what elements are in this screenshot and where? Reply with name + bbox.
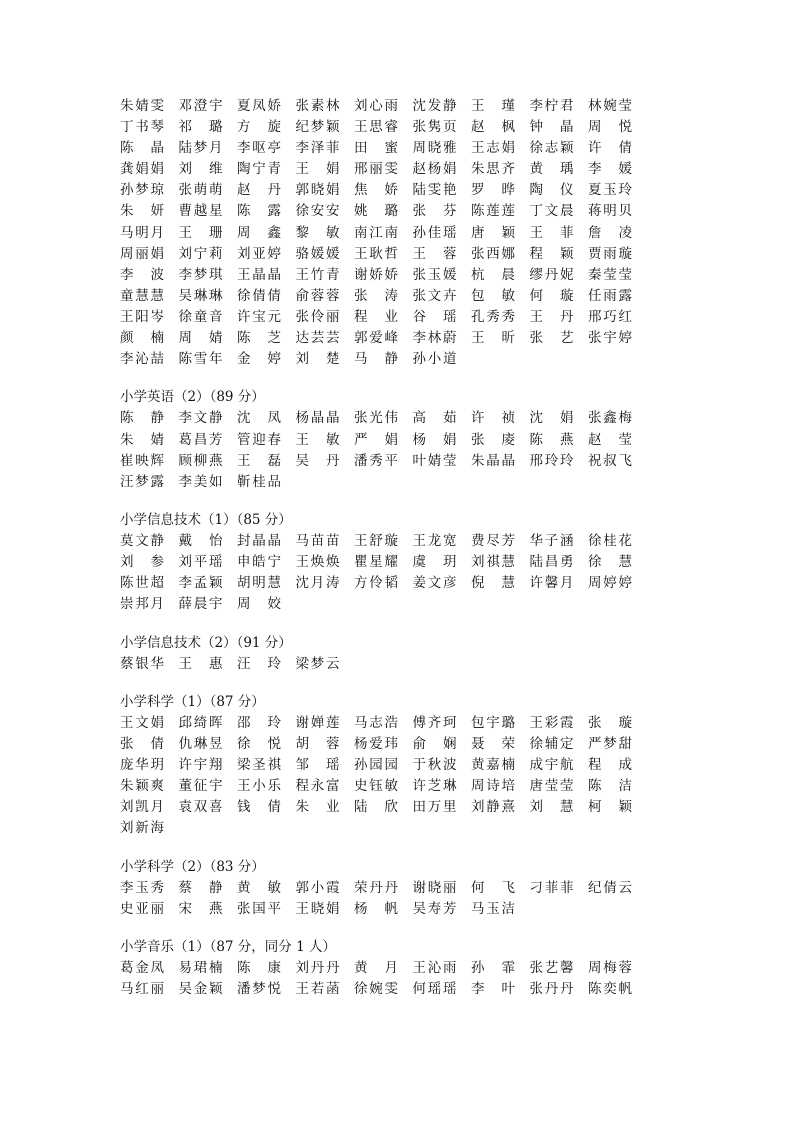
person-name: 王娟: [295, 161, 340, 178]
person-name: 陈雪年: [178, 351, 223, 368]
person-name: 张鑫梅: [588, 410, 632, 427]
person-name: 胡蓉: [295, 735, 340, 752]
person-name: 徐安安: [295, 203, 340, 220]
person-name: 李玉秀: [120, 879, 164, 896]
person-name: 马玉洁: [471, 900, 515, 917]
person-name: 姚璐: [354, 203, 398, 220]
person-name: 陈晶: [120, 140, 164, 157]
person-name: 王敏: [295, 431, 340, 448]
person-name: 史钰敏: [354, 778, 398, 795]
person-name: 荣丹丹: [354, 879, 398, 896]
person-name: 王焕焕: [295, 554, 340, 571]
section-title: 小学英语（2）（89 分）: [120, 389, 265, 406]
person-name: 张芬: [412, 203, 457, 220]
person-name: 周晓雅: [412, 140, 457, 157]
person-name: 王志娟: [471, 140, 515, 157]
person-name: 刘丹丹: [295, 959, 340, 976]
person-name: 李美如: [178, 473, 223, 490]
person-name: 王思睿: [354, 119, 398, 136]
person-name: 张玉媛: [412, 266, 457, 283]
person-name: 沈月涛: [295, 575, 340, 592]
person-name: 程永富: [295, 778, 340, 795]
person-name: 钱倩: [237, 799, 281, 816]
person-name: 邢巧红: [588, 308, 632, 325]
person-name: 高茹: [412, 410, 457, 427]
person-name: 倪慧: [471, 575, 515, 592]
person-name: 董征宇: [178, 778, 223, 795]
person-name: 黄嘉楠: [471, 757, 515, 773]
person-name: 李叶: [471, 981, 515, 998]
person-name: 虞玥: [412, 554, 457, 571]
person-name: 朱业: [295, 799, 340, 816]
person-name: 葛金凤: [120, 959, 164, 976]
person-name: 王菲: [529, 224, 574, 241]
person-name: 张素林: [295, 98, 340, 114]
person-name: 李波: [120, 266, 164, 283]
person-name: 郭晓娟: [295, 182, 340, 199]
person-name: 张伶丽: [295, 308, 340, 325]
roster-section: [120, 510, 760, 615]
person-name: 杨晶晶: [295, 410, 340, 427]
person-name: 胡明慧: [237, 575, 281, 592]
person-name: 马红丽: [120, 981, 164, 998]
person-name: 达芸芸: [295, 330, 340, 347]
person-name: 王文娟: [120, 714, 164, 731]
person-name: 张文卉: [412, 287, 457, 304]
person-name: 夏凤娇: [237, 98, 281, 114]
person-name: 叶婧莹: [412, 452, 457, 469]
person-name: 张国平: [237, 900, 281, 917]
person-name: 李文静: [178, 410, 223, 427]
person-name: 许倩: [588, 140, 632, 157]
person-name: 祝叔飞: [588, 452, 632, 469]
person-name: 赵杨娟: [412, 161, 457, 178]
person-name: 徐辅定: [529, 735, 574, 752]
person-name: 孙小道: [412, 351, 457, 368]
person-name: 王舒璇: [354, 532, 398, 549]
person-name: 徐悦: [237, 735, 281, 752]
person-name: 潘梦悦: [237, 981, 281, 998]
person-name: 邱绮晖: [178, 714, 223, 731]
person-name: 田万里: [412, 799, 457, 816]
person-name: 陆昌勇: [529, 554, 574, 571]
person-name: 李泽菲: [295, 140, 340, 157]
person-name: 王丹: [529, 308, 574, 325]
person-name: 颜楠: [120, 330, 164, 347]
person-name: 王晶晶: [237, 266, 281, 283]
person-name: 徐志颖: [529, 140, 574, 157]
person-name: 方旋: [237, 119, 281, 136]
person-name: 邵玲: [237, 714, 281, 731]
roster-section: [120, 96, 760, 370]
person-name: 徐童音: [178, 308, 223, 325]
person-name: 谢晓丽: [412, 879, 457, 896]
person-name: 易珺楠: [178, 959, 223, 976]
person-name: 李沁喆: [120, 351, 164, 368]
person-name: 程业: [354, 308, 398, 325]
person-name: 王阳岑: [120, 308, 164, 325]
person-name: 陈洁: [588, 778, 632, 795]
person-name: 唐莹莹: [529, 778, 574, 795]
person-name: 方伶韬: [354, 575, 398, 592]
person-name: 王耿哲: [354, 245, 398, 262]
person-name: 俞娴: [412, 735, 457, 752]
person-name: 李孟颖: [178, 575, 223, 592]
person-name: 陶宁青: [237, 161, 281, 178]
roster-section: [120, 692, 760, 840]
person-name: 吴琳琳: [178, 287, 223, 304]
person-name: 程成: [588, 757, 632, 773]
person-name: 俞蓉蓉: [295, 287, 340, 304]
person-name: 瞿星耀: [354, 554, 398, 571]
person-name: 王龙宽: [412, 532, 457, 549]
person-name: 唐颖: [471, 224, 515, 241]
person-name: 王珊: [178, 224, 223, 241]
person-name: 马苗苗: [295, 532, 340, 549]
person-name: 李梦琪: [178, 266, 223, 283]
person-name: 张光伟: [354, 410, 398, 427]
person-name: 杨爱玮: [354, 735, 398, 752]
person-name: 邢玲玲: [529, 452, 574, 469]
person-name: 傅齐珂: [412, 714, 457, 731]
person-name: 郭爱峰: [354, 330, 398, 347]
person-name: 朱思齐: [471, 161, 515, 178]
person-name: 张艺馨: [529, 959, 574, 976]
person-name: 杨帆: [354, 900, 398, 917]
person-name: 费尽芳: [471, 532, 515, 549]
section-title: 小学信息技术（2）（91 分）: [120, 634, 292, 651]
person-name: 徐倩倩: [237, 287, 281, 304]
person-name: 朱婧: [120, 431, 164, 448]
person-name: 曹越星: [178, 203, 223, 220]
person-name: 许馨月: [529, 575, 574, 592]
person-name: 黄瑀: [529, 161, 574, 178]
person-name: 封晶晶: [237, 532, 281, 549]
person-name: 周姣: [237, 596, 281, 613]
name-grid: [120, 713, 760, 840]
person-name: 周婷婷: [588, 575, 632, 592]
person-name: 陈静: [120, 410, 164, 427]
person-name: 周婧: [178, 330, 223, 347]
person-name: 许宇翔: [178, 757, 223, 773]
person-name: 庞华玥: [120, 757, 164, 773]
person-name: 杭晨: [471, 266, 515, 283]
person-name: 张宇婷: [588, 330, 632, 347]
name-grid: [120, 96, 760, 370]
person-name: 谢娇娇: [354, 266, 398, 283]
person-name: 王若菡: [295, 981, 340, 998]
person-name: 戴怡: [178, 532, 223, 549]
person-name: 王惠: [178, 655, 223, 672]
person-name: 祁璐: [178, 119, 223, 136]
person-name: 陆欣: [354, 799, 398, 816]
person-name: 谷瑶: [412, 308, 457, 325]
person-name: 刘参: [120, 554, 164, 571]
person-name: 赵丹: [237, 182, 281, 199]
person-name: 陈奕帆: [588, 981, 632, 998]
person-name: 刘慧: [529, 799, 574, 816]
person-name: 程颖: [529, 245, 574, 262]
person-name: 靳桂品: [237, 473, 281, 490]
person-name: 骆媛媛: [295, 245, 340, 262]
person-name: 陆梦月: [178, 140, 223, 157]
person-name: 童慧慧: [120, 287, 164, 304]
person-name: 孙园园: [354, 757, 398, 773]
person-name: 王磊: [237, 452, 281, 469]
person-name: 华子涵: [529, 532, 574, 549]
person-name: 陈世超: [120, 575, 164, 592]
person-name: 汪玲: [237, 655, 281, 672]
person-name: 严娟: [354, 431, 398, 448]
person-name: 周丽娟: [120, 245, 164, 262]
person-name: 陈莲莲: [471, 203, 515, 220]
person-name: 包宇璐: [471, 714, 515, 731]
person-name: 刘心雨: [354, 98, 398, 114]
person-name: 刘平瑶: [178, 554, 223, 571]
roster-section: [120, 857, 760, 920]
person-name: 张西娜: [471, 245, 515, 262]
person-name: 刘祺慧: [471, 554, 515, 571]
person-name: 张涛: [354, 287, 398, 304]
person-name: 刘维: [178, 161, 223, 178]
person-name: 许祯: [471, 410, 515, 427]
section-title: 小学音乐（1）（87 分，同分 1 人）: [120, 938, 336, 955]
person-name: 黄敏: [237, 879, 281, 896]
person-name: 南江南: [354, 224, 398, 241]
person-name: 刘宁莉: [178, 245, 223, 262]
person-name: 张萌萌: [178, 182, 223, 199]
person-name: 许芝琳: [412, 778, 457, 795]
person-name: 郭小霞: [295, 879, 340, 896]
person-name: 汪梦露: [120, 473, 164, 490]
person-name: 孙霏: [471, 959, 515, 976]
person-name: 王昕: [471, 330, 515, 347]
person-name: 张璇: [588, 714, 632, 731]
person-name: 刁菲菲: [529, 879, 574, 896]
person-name: 宋燕: [178, 900, 223, 917]
person-name: 蒋明贝: [588, 203, 632, 220]
person-name: 李林蔚: [412, 330, 457, 347]
person-name: 莫文静: [120, 532, 164, 549]
person-name: 陶仪: [529, 182, 574, 199]
person-name: 朱妍: [120, 203, 164, 220]
person-name: 马志浩: [354, 714, 398, 731]
person-name: 袁双喜: [178, 799, 223, 816]
person-name: 张庱: [471, 431, 515, 448]
person-name: 何瑶瑶: [412, 981, 457, 998]
roster-section: [120, 937, 760, 1000]
section-title: 小学科学（1）（87 分）: [120, 693, 265, 710]
person-name: 刘静熹: [471, 799, 515, 816]
person-name: 王竹青: [295, 266, 340, 283]
person-name: 周诗培: [471, 778, 515, 795]
person-name: 焦娇: [354, 182, 398, 199]
person-name: 姜文彦: [412, 575, 457, 592]
person-name: 王彩霞: [529, 714, 574, 731]
person-name: 陈芝: [237, 330, 281, 347]
person-name: 成宇航: [529, 757, 574, 773]
person-name: 罗晔: [471, 182, 515, 199]
person-name: 王蓉: [412, 245, 457, 262]
person-name: 李媛: [588, 161, 632, 178]
person-name: 邹瑶: [295, 757, 340, 773]
person-name: 陆雯艳: [412, 182, 457, 199]
person-name: 马明月: [120, 224, 164, 241]
section-title: 小学信息技术（1）（85 分）: [120, 511, 292, 528]
person-name: 黎敏: [295, 224, 340, 241]
person-name: 葛昌芳: [178, 431, 223, 448]
person-name: 张艺: [529, 330, 574, 347]
person-name: 纪倩云: [588, 879, 632, 896]
person-name: 王小乐: [237, 778, 281, 795]
roster-section: [120, 387, 760, 492]
person-name: 申皓宁: [237, 554, 281, 571]
person-name: 崇邦月: [120, 596, 164, 613]
person-name: 朱颖爽: [120, 778, 164, 795]
person-name: 徐婉雯: [354, 981, 398, 998]
person-name: 马静: [354, 351, 398, 368]
person-name: 何飞: [471, 879, 515, 896]
person-name: 刘新海: [120, 820, 164, 837]
person-name: 张隽页: [412, 119, 457, 136]
person-name: 赵枫: [471, 119, 515, 136]
person-name: 包敏: [471, 287, 515, 304]
person-name: 周梅蓉: [588, 959, 632, 976]
person-name: 周鑫: [237, 224, 281, 241]
document-page: [120, 96, 760, 1000]
person-name: 缪丹妮: [529, 266, 574, 283]
person-name: 孔秀秀: [471, 308, 515, 325]
person-name: 吴金颖: [178, 981, 223, 998]
person-name: 陈燕: [529, 431, 574, 448]
person-name: 秦莹莹: [588, 266, 632, 283]
person-name: 王晓娟: [295, 900, 340, 917]
person-name: 王沁雨: [412, 959, 457, 976]
person-name: 张丹丹: [529, 981, 574, 998]
person-name: 金婷: [237, 351, 281, 368]
person-name: 蔡静: [178, 879, 223, 896]
person-name: 仇琳昱: [178, 735, 223, 752]
person-name: 朱婧雯: [120, 98, 164, 114]
person-name: 丁书琴: [120, 119, 164, 136]
person-name: 杨娟: [412, 431, 457, 448]
person-name: 沈娟: [529, 410, 574, 427]
person-name: 管迎春: [237, 431, 281, 448]
person-name: 任雨露: [588, 287, 632, 304]
person-name: 沈发静: [412, 98, 457, 114]
person-name: 丁文晨: [529, 203, 574, 220]
name-grid: [120, 408, 760, 492]
person-name: 许宝元: [237, 308, 281, 325]
person-name: 陈康: [237, 959, 281, 976]
person-name: 吴寿芳: [412, 900, 457, 917]
person-name: 黄月: [354, 959, 398, 976]
person-name: 刘楚: [295, 351, 340, 368]
person-name: 孙梦琼: [120, 182, 164, 199]
person-name: 沈凤: [237, 410, 281, 427]
person-name: 孙佳瑶: [412, 224, 457, 241]
person-name: 蔡银华: [120, 655, 164, 672]
person-name: 张倩: [120, 735, 164, 752]
person-name: 顾柳燕: [178, 452, 223, 469]
person-name: 梁梦云: [295, 655, 340, 672]
person-name: 朱晶晶: [471, 452, 515, 469]
person-name: 何璇: [529, 287, 574, 304]
person-name: 严梦甜: [588, 735, 632, 752]
person-name: 李呕亭: [237, 140, 281, 157]
person-name: 谢婵莲: [295, 714, 340, 731]
person-name: 田蜜: [354, 140, 398, 157]
person-name: 贾雨璇: [588, 245, 632, 262]
person-name: 刘亚婷: [237, 245, 281, 262]
person-name: 聂荣: [471, 735, 515, 752]
person-name: 李柠君: [529, 98, 574, 114]
person-name: 钟晶: [529, 119, 574, 136]
name-grid: [120, 878, 760, 920]
person-name: 史亚丽: [120, 900, 164, 917]
person-name: 周悦: [588, 119, 632, 136]
person-name: 詹凌: [588, 224, 632, 241]
roster-section: [120, 633, 760, 675]
person-name: 崔映辉: [120, 452, 164, 469]
person-name: 薛晨宇: [178, 596, 223, 613]
person-name: 吴丹: [295, 452, 340, 469]
person-name: 潘秀平: [354, 452, 398, 469]
section-title: 小学科学（2）（83 分）: [120, 858, 265, 875]
person-name: 柯颖: [588, 799, 632, 816]
person-name: 林婉莹: [588, 98, 632, 114]
person-name: 邓澄宇: [178, 98, 223, 114]
person-name: 龚娟娟: [120, 161, 164, 178]
person-name: 纪梦颖: [295, 119, 340, 136]
person-name: 邢丽雯: [354, 161, 398, 178]
person-name: 徐慧: [588, 554, 632, 571]
person-name: 夏玉玲: [588, 182, 632, 199]
name-grid: [120, 958, 760, 1000]
name-grid: [120, 531, 760, 615]
person-name: 赵莹: [588, 431, 632, 448]
person-name: 徐桂花: [588, 532, 632, 549]
person-name: 王瑾: [471, 98, 515, 114]
person-name: 陈露: [237, 203, 281, 220]
person-name: 于秋波: [412, 757, 457, 773]
person-name: 刘凯月: [120, 799, 164, 816]
person-name: 梁圣祺: [237, 757, 281, 773]
name-grid: [120, 654, 760, 675]
